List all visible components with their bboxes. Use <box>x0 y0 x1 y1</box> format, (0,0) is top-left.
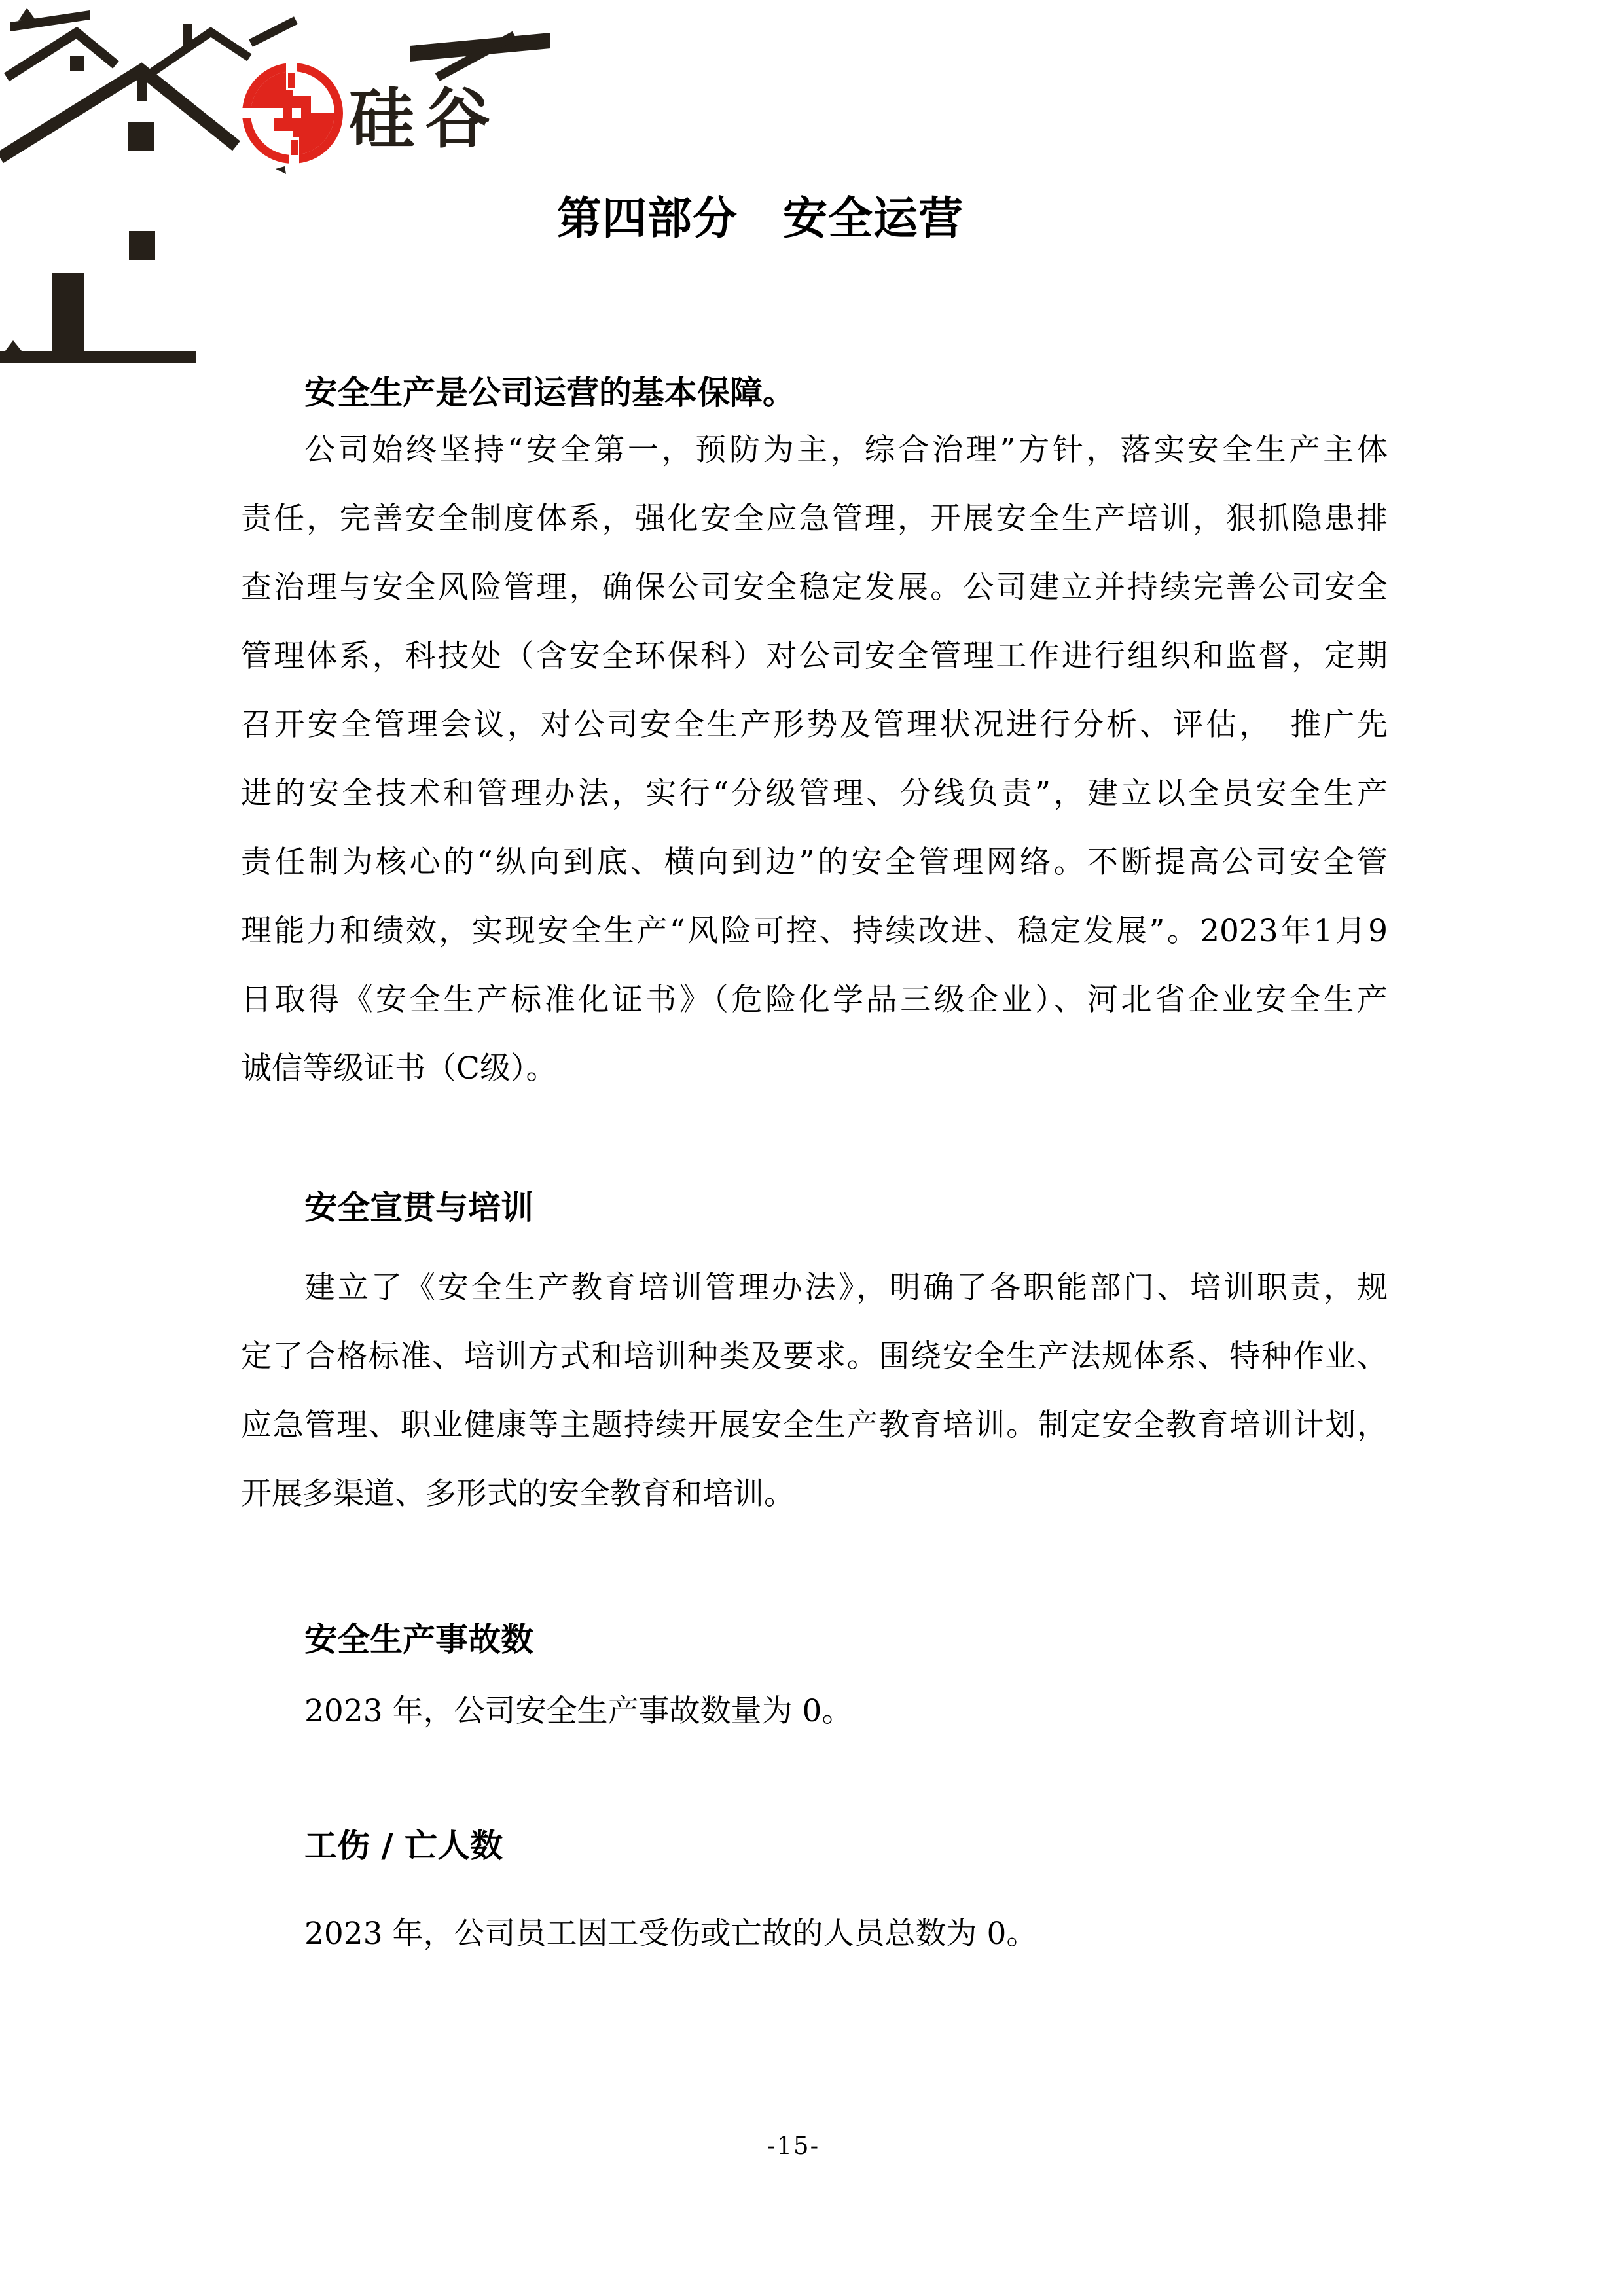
paragraph-line: 进的安全技术和管理办法，实行“分级管理、分线负责”，建立以全员安全生产 <box>241 776 1388 812</box>
paragraph-injury-fatality-count: 2023 年，公司员工因工受伤或亡故的人员总数为 0。 <box>304 1916 1038 1952</box>
paragraph-line: 公司始终坚持“安全第一，预防为主，综合治理”方针，落实安全生产主体 <box>304 432 1388 468</box>
paragraph-line: 诚信等级证书（C级）。 <box>241 1050 557 1086</box>
paragraph-line: 定了合格标准、培训方式和培训种类及要求。围绕安全生产法规体系、特种作业、 <box>241 1338 1388 1374</box>
paragraph-safety-training <box>241 1253 1388 1528</box>
paragraph-line: 管理体系，科技处（含安全环保科）对公司安全管理工作进行组织和监督，定期 <box>241 638 1388 674</box>
paragraph-line: 应急管理、职业健康等主题持续开展安全生产教育培训。制定安全教育培训计划， <box>241 1407 1388 1443</box>
paragraph-line: 召开安全管理会议，对公司安全生产形势及管理状况进行分析、评估， 推广先 <box>241 707 1388 743</box>
logo-artwork <box>0 0 556 373</box>
heading-safety-training: 安全宣贯与培训 <box>304 1188 533 1227</box>
paragraph-line: 责任制为核心的“纵向到底、横向到边”的安全管理网络。不断提高公司安全管 <box>241 844 1388 880</box>
paragraph-accident-count: 2023 年，公司安全生产事故数量为 0。 <box>304 1693 853 1729</box>
heading-accident-count: 安全生产事故数 <box>304 1620 533 1659</box>
logo-brand-text: 硅谷 <box>349 81 501 157</box>
paragraph-line: 查治理与安全风险管理，确保公司安全稳定发展。公司建立并持续完善公司安全 <box>241 569 1388 605</box>
paragraph-line: 责任，完善安全制度体系，强化安全应急管理，开展安全生产培训，狠抓隐患排 <box>241 501 1388 537</box>
paragraph-safety-overview <box>241 416 1388 1103</box>
paragraph-line: 日取得《安全生产标准化证书》（危险化学品三级企业）、河北省企业安全生产 <box>241 982 1388 1018</box>
heading-safety-foundation: 安全生产是公司运营的基本保障。 <box>304 373 795 412</box>
page-number: -15- <box>767 2132 820 2160</box>
heading-injury-fatality-count: 工伤 / 亡人数 <box>304 1826 503 1865</box>
paragraph-line: 理能力和绩效，实现安全生产“风险可控、持续改进、稳定发展”。2023年1月9 <box>241 913 1388 949</box>
page-title: 第四部分 安全运营 <box>557 193 964 245</box>
logo-emblem-icon <box>240 62 343 166</box>
company-logo <box>0 0 556 373</box>
paragraph-line: 建立了《安全生产教育培训管理办法》，明确了各职能部门、培训职责，规 <box>304 1270 1388 1306</box>
paragraph-line: 开展多渠道、多形式的安全教育和培训。 <box>241 1476 795 1512</box>
